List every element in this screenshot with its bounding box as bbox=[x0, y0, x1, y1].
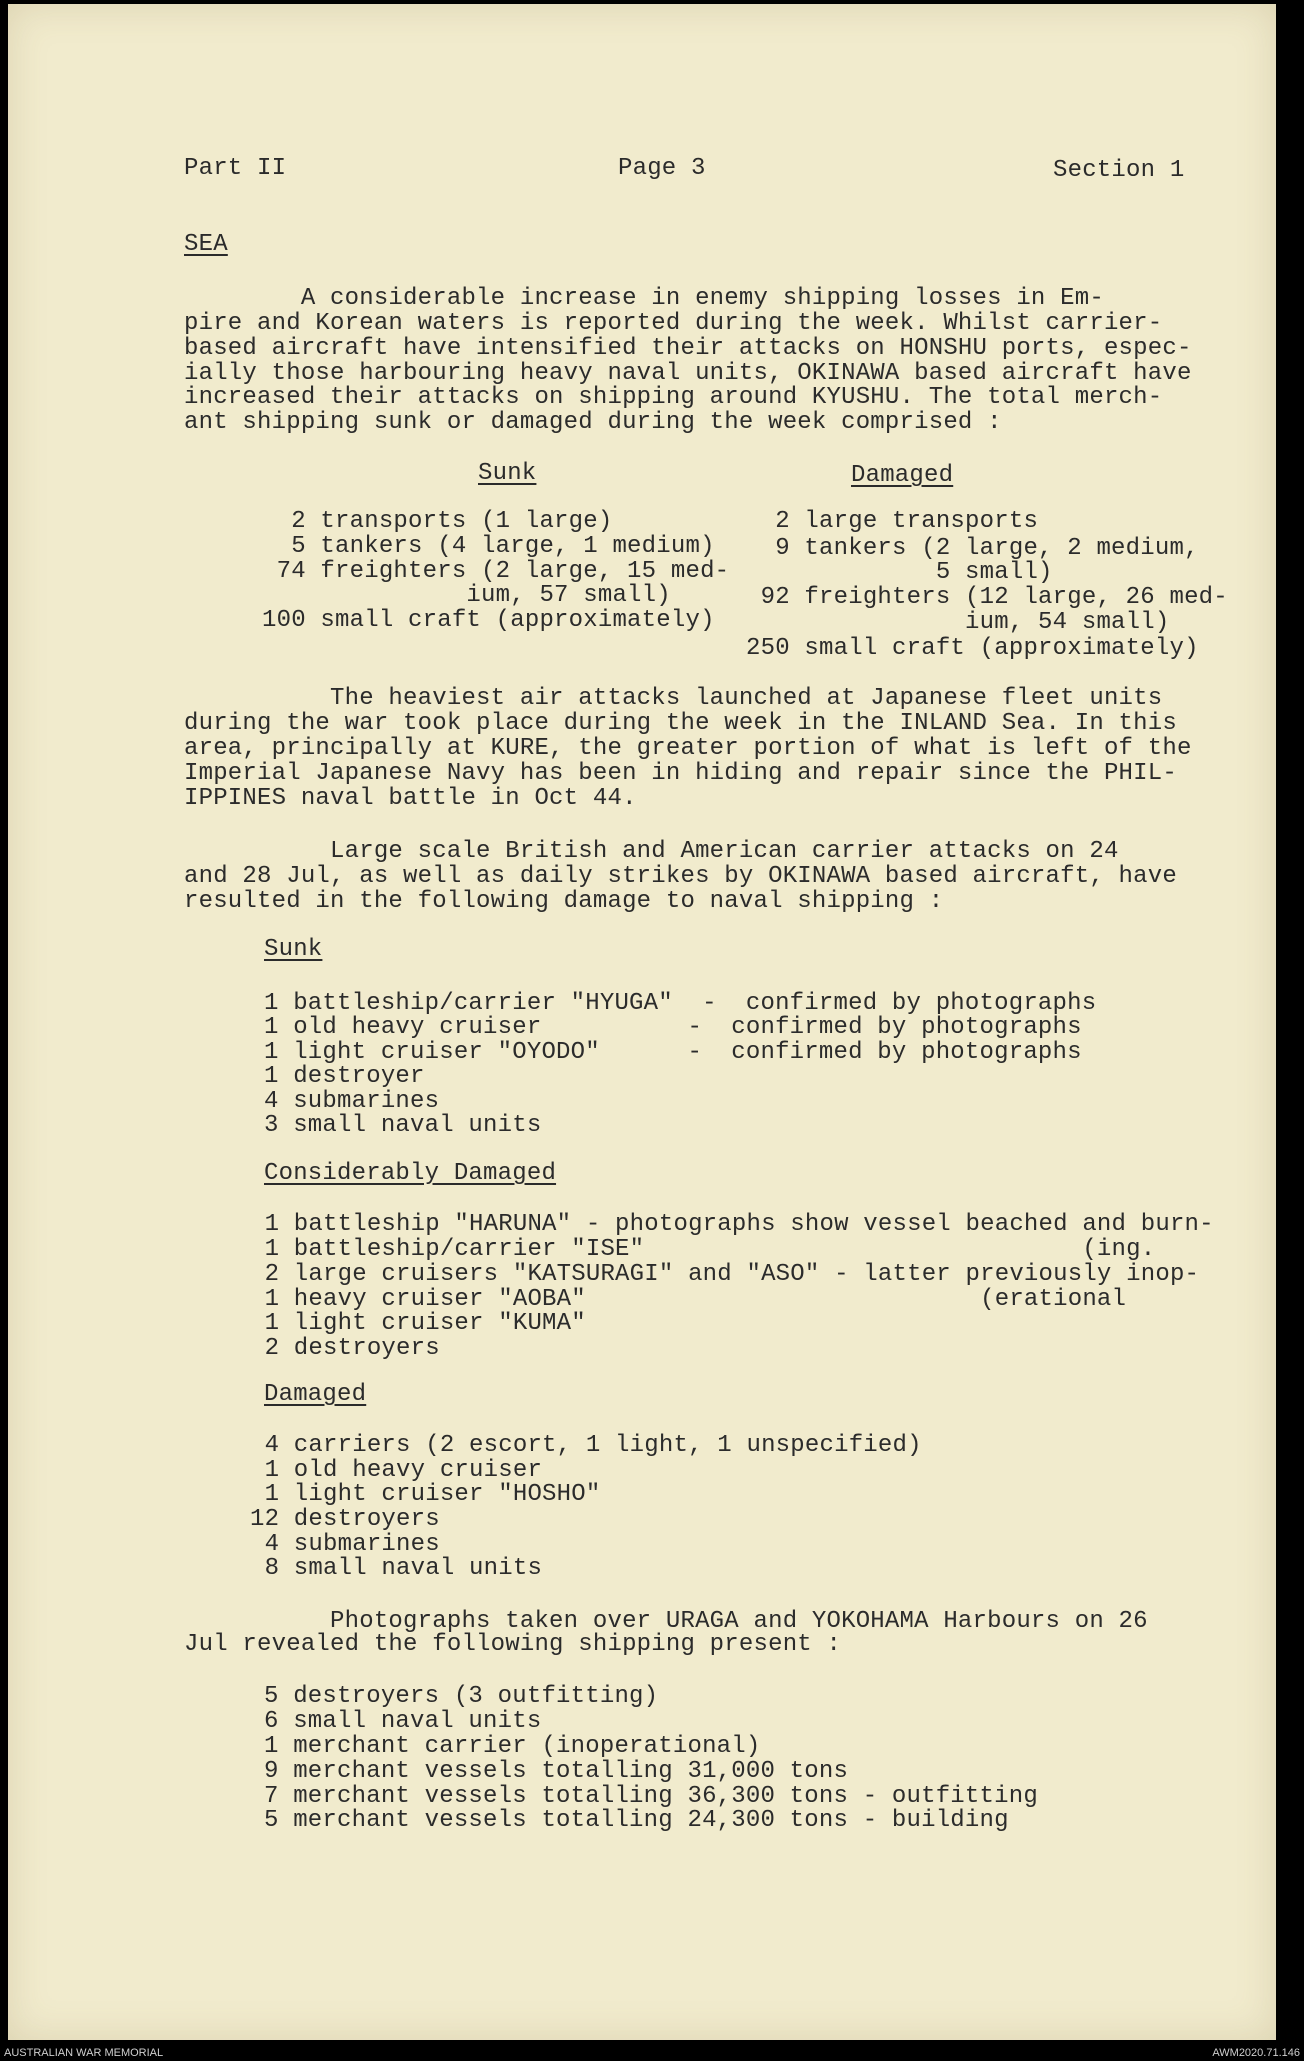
paragraph-line: Large scale British and American carrier attacks on 24 bbox=[184, 838, 1119, 865]
header-page: Page 3 bbox=[618, 155, 706, 182]
footer-institution: AUSTRALIAN WAR MEMORIAL bbox=[4, 2047, 164, 2059]
paragraph-line: Imperial Japanese Navy has been in hiding and repair since the PHIL- bbox=[184, 760, 1177, 787]
list-item: 1 battleship "HARUNA" - photographs show vessel beached and burn- bbox=[250, 1211, 1214, 1238]
paragraph-line: The heaviest air attacks launched at Japanese fleet units bbox=[184, 685, 1163, 712]
document-page bbox=[8, 4, 1276, 2040]
paragraph-line: Photographs taken over URAGA and YOKOHAMA Harbours on 26 bbox=[184, 1608, 1148, 1635]
paragraph-line: Jul revealed the following shipping present : bbox=[184, 1631, 842, 1658]
paragraph-line: increased their attacks on shipping around KYUSHU. The total merch- bbox=[184, 384, 1163, 411]
paragraph-line: area, principally at KURE, the greater portion of what is left of the bbox=[184, 735, 1192, 762]
naval-considerably-damaged-heading: Considerably Damaged bbox=[264, 1160, 557, 1187]
list-item: 2 destroyers bbox=[250, 1335, 440, 1362]
list-item: 1 battleship/carrier "ISE" (ing. bbox=[250, 1236, 1156, 1263]
list-item: 5 merchant vessels totalling 24,300 tons - building bbox=[264, 1807, 1009, 1834]
paragraph-1 bbox=[184, 285, 1192, 486]
list-item: 1 light cruiser "HOSHO" bbox=[250, 1481, 601, 1508]
merchant-sunk-heading: Sunk bbox=[478, 460, 537, 487]
list-item: 2 large cruisers "KATSURAGI" and "ASO" - latter previously inop- bbox=[250, 1261, 1200, 1288]
list-item: 5 small) bbox=[746, 559, 1053, 586]
list-item: 9 merchant vessels totalling 31,000 tons bbox=[264, 1758, 849, 1785]
merchant-damaged-list bbox=[746, 508, 1228, 709]
list-item: 2 transports (1 large) bbox=[262, 508, 613, 535]
list-item: 92 freighters (12 large, 26 med- bbox=[746, 584, 1228, 611]
list-item: 3 small naval units bbox=[264, 1112, 542, 1139]
list-item: 1 destroyer bbox=[264, 1063, 425, 1090]
list-item: 1 old heavy cruiser - confirmed by photographs bbox=[264, 1014, 1082, 1041]
list-item: 250 small craft (approximately) bbox=[746, 635, 1199, 662]
merchant-sunk-list bbox=[262, 508, 730, 684]
paragraph-line: during the war took place during the week in the INLAND Sea. In this bbox=[184, 710, 1177, 737]
header-part: Part II bbox=[184, 155, 287, 182]
list-item: 8 small naval units bbox=[250, 1555, 543, 1582]
paragraph-line: ially those harbouring heavy naval units, OKINAWA based aircraft have bbox=[184, 360, 1192, 387]
list-item: 100 small craft (approximately) bbox=[262, 607, 715, 634]
list-item: ium, 57 small) bbox=[262, 582, 671, 609]
list-item: 12 destroyers bbox=[250, 1506, 440, 1533]
list-item: 6 small naval units bbox=[264, 1708, 542, 1735]
list-item: 7 merchant vessels totalling 36,300 tons - outfitting bbox=[264, 1783, 1038, 1810]
list-item: 4 submarines bbox=[250, 1531, 440, 1558]
merchant-damaged-heading: Damaged bbox=[851, 462, 954, 489]
footer-reference: AWM2020.71.146 bbox=[1212, 2047, 1300, 2059]
list-item: 5 destroyers (3 outfitting) bbox=[264, 1683, 659, 1710]
list-item: 1 old heavy cruiser bbox=[250, 1457, 543, 1484]
list-item: 1 light cruiser "OYODO" - confirmed by photographs bbox=[264, 1039, 1082, 1066]
paragraph-line: resulted in the following damage to naval shipping : bbox=[184, 888, 944, 915]
sea-heading: SEA bbox=[184, 231, 228, 258]
paragraph-line: A considerable increase in enemy shipping losses in Em- bbox=[184, 285, 1104, 312]
harbour-shipping-list bbox=[264, 1683, 1038, 1884]
paragraph-line: IPPINES naval battle in Oct 44. bbox=[184, 785, 637, 812]
list-item: 1 heavy cruiser "AOBA" (erational bbox=[250, 1286, 1127, 1313]
list-item: 4 carriers (2 escort, 1 light, 1 unspecified) bbox=[250, 1432, 922, 1459]
list-item: 9 tankers (2 large, 2 medium, bbox=[746, 535, 1199, 562]
paragraph-line: and 28 Jul, as well as daily strikes by OKINAWA based aircraft, have bbox=[184, 863, 1177, 890]
archive-footer bbox=[0, 2046, 1304, 2061]
naval-sunk-heading: Sunk bbox=[264, 936, 323, 963]
naval-damaged-heading: Damaged bbox=[264, 1381, 367, 1408]
list-item: 1 light cruiser "KUMA" bbox=[250, 1310, 586, 1337]
paragraph-line: based aircraft have intensified their attacks on HONSHU ports, espec- bbox=[184, 335, 1192, 362]
list-item: 5 tankers (4 large, 1 medium) bbox=[262, 533, 715, 560]
header-section: Section 1 bbox=[1053, 157, 1185, 184]
list-item: 4 submarines bbox=[264, 1088, 440, 1115]
list-item: 2 large transports bbox=[746, 508, 1039, 535]
paragraph-line: ant shipping sunk or damaged during the week comprised : bbox=[184, 409, 1002, 436]
list-item: 1 merchant carrier (inoperational) bbox=[264, 1733, 761, 1760]
list-item: 74 freighters (2 large, 15 med- bbox=[262, 558, 730, 585]
list-item: 1 battleship/carrier "HYUGA" - confirmed by photographs bbox=[264, 990, 1097, 1017]
paragraph-line: pire and Korean waters is reported during the week. Whilst carrier- bbox=[184, 310, 1163, 337]
list-item: ium, 54 small) bbox=[746, 609, 1170, 636]
